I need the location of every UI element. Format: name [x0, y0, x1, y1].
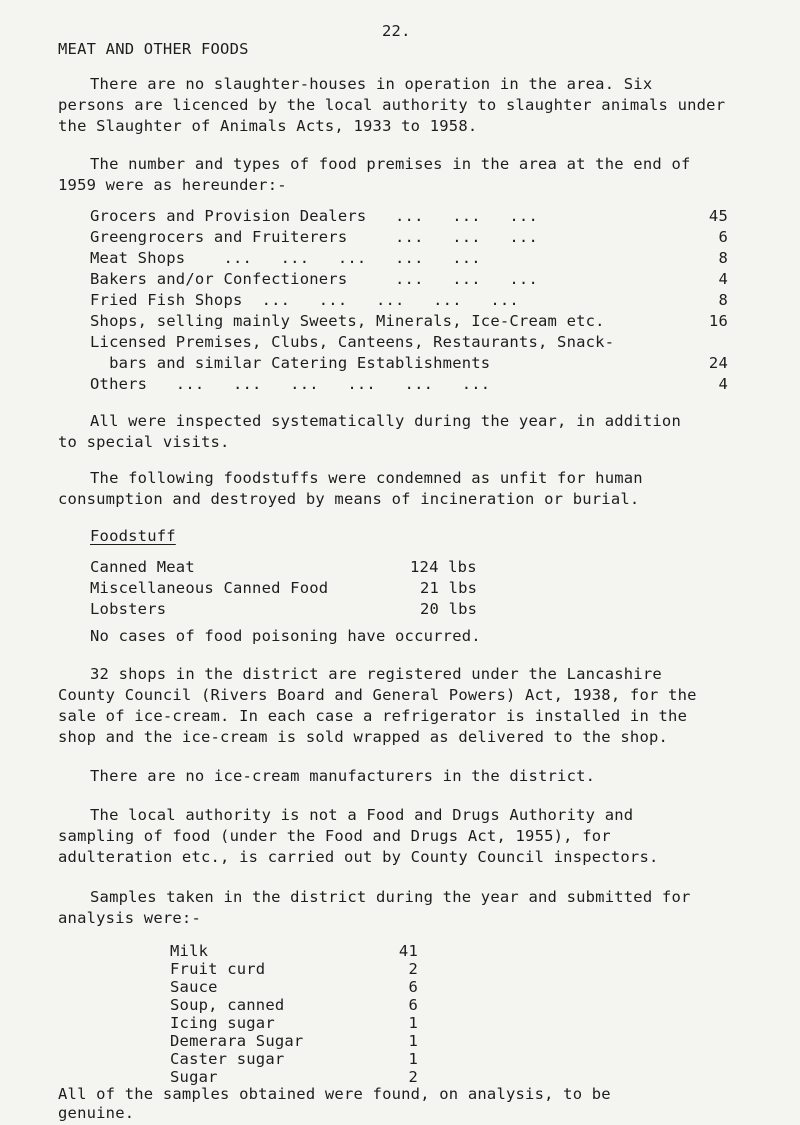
premises-count: 8 [718, 249, 728, 267]
para5-line: shop and the ice-cream is sold wrapped as delivered to the shop. [58, 728, 669, 746]
poisoning-note: No cases of food poisoning have occurred. [90, 627, 481, 645]
premises-count: 6 [718, 228, 728, 246]
premises-count: 24 [708, 354, 728, 372]
para1-line: persons are licenced by the local authority to slaughter animals under [58, 96, 726, 114]
premises-count: 16 [708, 312, 728, 330]
sample-name: Sugar [170, 1068, 218, 1087]
para7-line: sampling of food (under the Food and Drugs Act, 1955), for [58, 827, 611, 845]
foodstuff-qty: 20 lbs [420, 600, 478, 618]
sample-count: 1 [408, 1014, 418, 1033]
para6-line: There are no ice-cream manufacturers in the district. [90, 767, 596, 785]
para1-line: There are no slaughter-houses in operation in the area. Six [90, 75, 653, 93]
sample-count: 1 [408, 1050, 418, 1069]
sample-count: 1 [408, 1032, 418, 1051]
foodstuff-heading: Foodstuff [90, 527, 176, 545]
foodstuff-qty: 124 lbs [410, 558, 477, 576]
premises-label: Meat Shops ... ... ... ... ... [90, 249, 481, 267]
premises-count: 4 [718, 375, 728, 393]
premises-label: bars and similar Catering Establishments [90, 354, 491, 372]
foodstuff-name: Miscellaneous Canned Food [90, 579, 329, 597]
para4-line: consumption and destroyed by means of incineration or burial. [58, 490, 640, 508]
page-number: 22. [382, 22, 411, 40]
section-title: MEAT AND OTHER FOODS [58, 40, 249, 58]
premises-label: Grocers and Provision Dealers ... ... ... [90, 207, 538, 225]
sample-name: Fruit curd [170, 960, 266, 979]
para2-line: 1959 were as hereunder:- [58, 176, 287, 194]
para9-line: genuine. [58, 1104, 135, 1122]
para8-line: analysis were:- [58, 909, 201, 927]
sample-count: 41 [398, 942, 418, 960]
sample-name: Caster sugar [170, 1050, 285, 1069]
sample-name: Sauce [170, 978, 218, 997]
premises-label: Others ... ... ... ... ... ... [90, 375, 491, 393]
foodstuff-name: Lobsters [90, 600, 167, 618]
sample-name: Demerara Sugar [170, 1032, 304, 1051]
sample-count: 6 [408, 996, 418, 1015]
sample-count: 6 [408, 978, 418, 997]
para3-line: All were inspected systematically during the year, in addition [90, 412, 681, 430]
sample-count: 2 [408, 960, 418, 979]
premises-count: 45 [708, 207, 728, 225]
sample-name: Icing sugar [170, 1014, 275, 1033]
para9-line: All of the samples obtained were found, on analysis, to be [58, 1085, 611, 1103]
premises-count: 4 [718, 270, 728, 288]
premises-count: 8 [718, 291, 728, 309]
premises-label: Greengrocers and Fruiterers ... ... ... [90, 228, 538, 246]
para4-line: The following foodstuffs were condemned as unfit for human [90, 469, 643, 487]
sample-name: Soup, canned [170, 996, 285, 1015]
para5-line: 32 shops in the district are registered under the Lancashire [90, 665, 662, 683]
para5-line: sale of ice-cream. In each case a refrigerator is installed in the [58, 707, 688, 725]
para1-line: the Slaughter of Animals Acts, 1933 to 1958. [58, 117, 478, 135]
para7-line: The local authority is not a Food and Drugs Authority and [90, 806, 634, 824]
para8-line: Samples taken in the district during the year and submitted for [90, 888, 691, 906]
para5-line: County Council (Rivers Board and General Powers) Act, 1938, for the [58, 686, 697, 704]
foodstuff-name: Canned Meat [90, 558, 195, 576]
foodstuff-qty: 21 lbs [420, 579, 478, 597]
sample-name: Milk [170, 942, 209, 960]
sample-count: 2 [408, 1068, 418, 1087]
para3-line: to special visits. [58, 433, 230, 451]
para2-line: The number and types of food premises in the area at the end of [90, 155, 691, 173]
para7-line: adulteration etc., is carried out by County Council inspectors. [58, 848, 659, 866]
premises-label: Fried Fish Shops ... ... ... ... ... [90, 291, 519, 309]
premises-label: Bakers and/or Confectioners ... ... ... [90, 270, 538, 288]
premises-label: Licensed Premises, Clubs, Canteens, Restaurants, Snack- [90, 333, 615, 351]
premises-label: Shops, selling mainly Sweets, Minerals, Ice-Cream etc. [90, 312, 605, 330]
